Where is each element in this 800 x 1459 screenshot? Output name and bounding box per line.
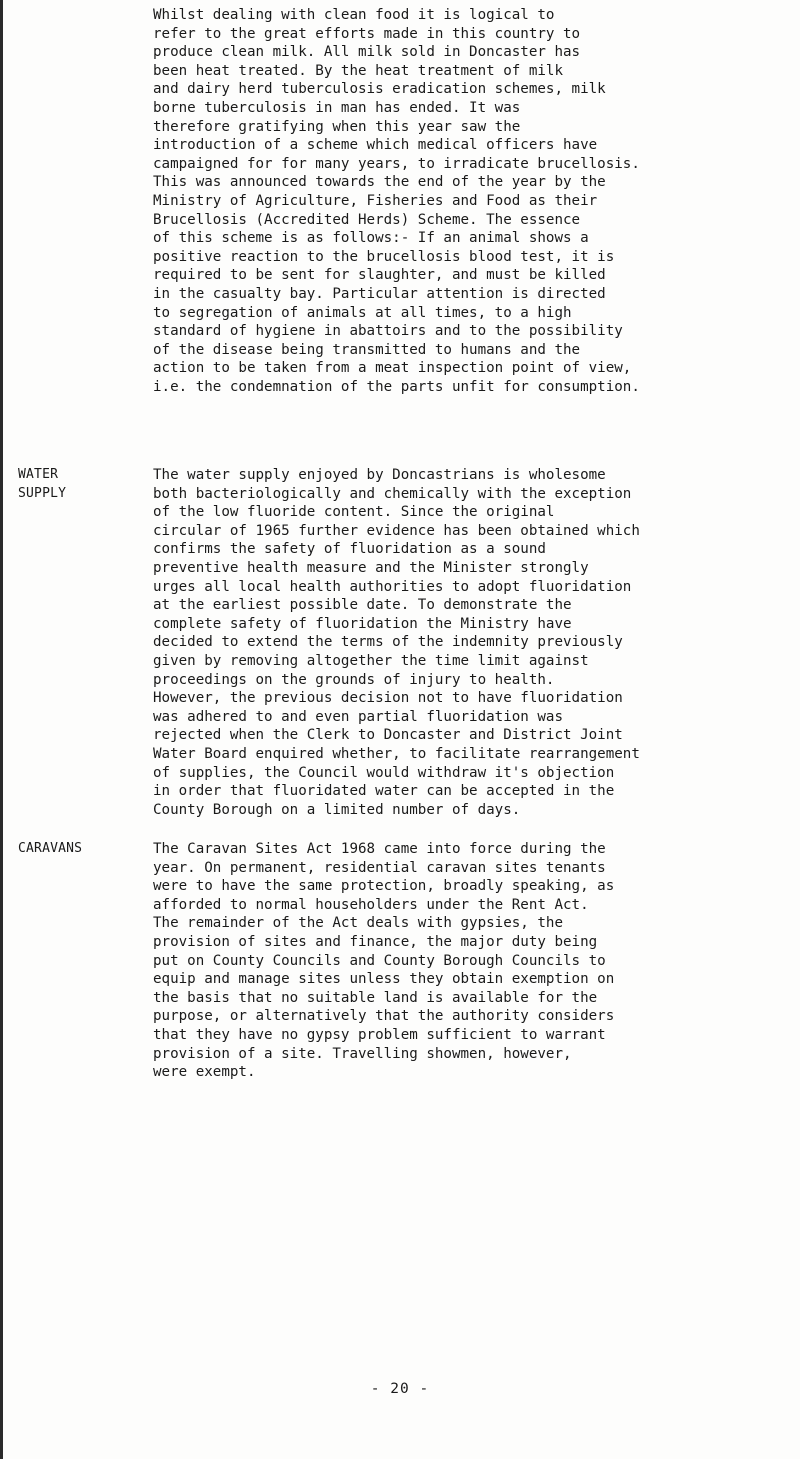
- text-line: of the disease being transmitted to humans and the: [153, 341, 581, 358]
- text-line: introduction of a scheme which medical officers have: [153, 137, 598, 154]
- text-line: Ministry of Agriculture, Fisheries and Food as their: [153, 192, 598, 209]
- text-line: provision of sites and finance, the major duty being: [153, 933, 598, 950]
- text-line: The remainder of the Act deals with gypsies, the: [153, 915, 563, 932]
- text-line: The Caravan Sites Act 1968 came into force during the: [153, 841, 606, 857]
- text-line: produce clean milk. All milk sold in Doncaster has: [153, 44, 581, 61]
- text-line: and dairy herd tuberculosis eradication schemes, milk: [153, 81, 606, 98]
- text-line: the basis that no suitable land is available for the: [153, 989, 598, 1006]
- text-line: Water Board enquired whether, to facilitate rearrangement: [153, 745, 640, 762]
- text-line: standard of hygiene in abattoirs and to the possibility: [153, 323, 623, 340]
- text-line: given by removing altogether the time limit against: [153, 652, 589, 669]
- text-line: This was announced towards the end of the year by the: [153, 174, 606, 191]
- text-line: both bacteriologically and chemically with the exception: [153, 485, 632, 502]
- text-line: refer to the great efforts made in this country to: [153, 25, 581, 42]
- text-line: complete safety of fluoridation the Ministry have: [153, 615, 572, 632]
- scan-edge: [0, 0, 3, 1459]
- text-line: purpose, or alternatively that the authority considers: [153, 1008, 615, 1025]
- text-line: The water supply enjoyed by Doncastrians is wholesome: [153, 467, 606, 483]
- text-line: of the low fluoride content. Since the original: [153, 504, 555, 521]
- page-number: - 20 -: [370, 1381, 430, 1397]
- text-line: put on County Councils and County Borough Councils to: [153, 952, 606, 969]
- text-line: campaigned for for many years, to irradicate brucellosis.: [153, 155, 640, 172]
- text-line: proceedings on the grounds of injury to health.: [153, 671, 555, 688]
- text-line: were to have the same protection, broadly speaking, as: [153, 878, 615, 895]
- text-line: equip and manage sites unless they obtain exemption on: [153, 971, 615, 988]
- text-line: preventive health measure and the Minister strongly: [153, 559, 589, 576]
- section-label-caravans: CARAVANS: [18, 841, 83, 856]
- text-line: that they have no gypsy problem sufficient to warrant: [153, 1026, 606, 1043]
- section-label-water-supply: WATER SUPPLY: [18, 467, 67, 501]
- text-line: Whilst dealing with clean food it is logical to: [153, 7, 555, 23]
- text-line: confirms the safety of fluoridation as a sound: [153, 541, 546, 558]
- text-line: to segregation of animals at all times, to a high: [153, 304, 572, 321]
- text-line: urges all local health authorities to adopt fluoridation: [153, 578, 632, 595]
- section-body: [153, 6, 783, 396]
- text-line: therefore gratifying when this year saw the: [153, 118, 521, 135]
- text-line: required to be sent for slaughter, and must be killed: [153, 267, 606, 284]
- text-line: been heat treated. By the heat treatment of milk: [153, 62, 563, 79]
- text-line: was adhered to and even partial fluoridation was: [153, 708, 563, 725]
- text-line: circular of 1965 further evidence has been obtained which: [153, 522, 640, 539]
- text-line: of this scheme is as follows:- If an animal shows a: [153, 230, 589, 247]
- text-line: County Borough on a limited number of days.: [153, 801, 521, 818]
- text-line: in the casualty bay. Particular attention is directed: [153, 285, 606, 302]
- text-line: action to be taken from a meat inspection point of view,: [153, 360, 632, 377]
- text-line: of supplies, the Council would withdraw it's objection: [153, 764, 615, 781]
- text-line: provision of a site. Travelling showmen, however,: [153, 1045, 572, 1062]
- section-body: [153, 466, 783, 819]
- text-line: afforded to normal householders under the Rent Act.: [153, 896, 589, 913]
- text-line: were exempt.: [153, 1064, 256, 1081]
- text-line: positive reaction to the brucellosis blood test, it is: [153, 248, 615, 265]
- text-line: at the earliest possible date. To demonstrate the: [153, 597, 572, 614]
- text-line: i.e. the condemnation of the parts unfit for consumption.: [153, 378, 640, 395]
- text-line: year. On permanent, residential caravan sites tenants: [153, 859, 606, 876]
- text-line: However, the previous decision not to have fluoridation: [153, 690, 623, 707]
- text-line: Brucellosis (Accredited Herds) Scheme. The essence: [153, 211, 581, 228]
- text-line: borne tuberculosis in man has ended. It was: [153, 99, 521, 116]
- section-body: [153, 840, 783, 1082]
- text-line: decided to extend the terms of the indemnity previously: [153, 634, 623, 651]
- text-line: in order that fluoridated water can be accepted in the: [153, 783, 615, 800]
- text-line: rejected when the Clerk to Doncaster and District Joint: [153, 727, 623, 744]
